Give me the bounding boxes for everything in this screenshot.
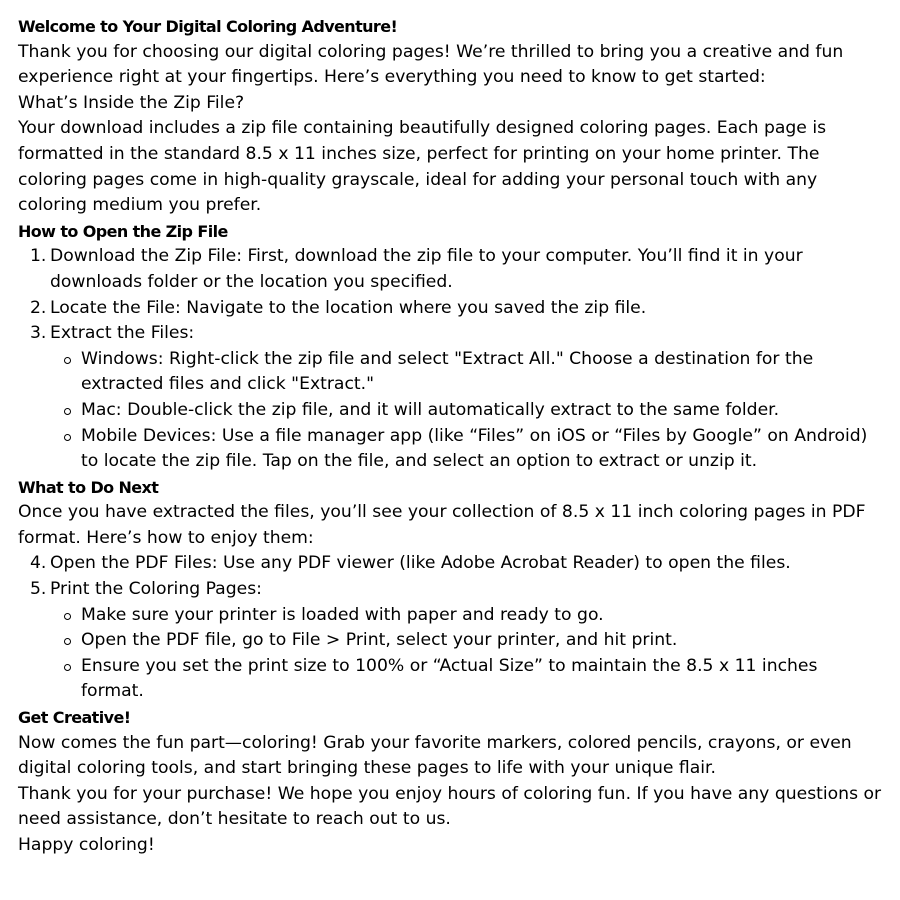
list-item bbox=[30, 551, 884, 577]
list-item bbox=[30, 244, 884, 295]
list-item bbox=[81, 603, 884, 629]
instructions-document bbox=[18, 14, 884, 859]
hollow-circle-bullet-icon bbox=[64, 664, 71, 671]
hollow-circle-bullet-icon bbox=[64, 613, 71, 620]
step-number: 5. bbox=[30, 579, 47, 600]
signoff: Happy coloring! bbox=[18, 835, 155, 855]
list-item bbox=[81, 654, 884, 705]
whats-inside-paragraph: Your download includes a zip file containing beautifully designed coloring pages. Each page is formatted in the standard 8.5 x 11 inches size, perfect for printing on your home printer. The coloring pages come in high-quality grayscale, ideal for adding your personal touch with any coloring medium you prefer. bbox=[18, 118, 827, 216]
option-text: Ensure you set the print size to 100% or “Actual Size” to maintain the 8.5 x 11 inches format. bbox=[81, 655, 818, 702]
step-text: Download the Zip File: First, download the zip file to your computer. You’ll find it in your downloads folder or the location you specified. bbox=[50, 246, 803, 292]
extract-options-list bbox=[50, 347, 884, 475]
step-number: 1. bbox=[30, 246, 47, 267]
list-item bbox=[81, 347, 884, 398]
list-item bbox=[81, 398, 884, 424]
list-item bbox=[81, 628, 884, 654]
option-text: Windows: Right-click the zip file and select "Extract All." Choose a destination for the extracted files and click "Extract." bbox=[81, 348, 814, 395]
step-text: Locate the File: Navigate to the location where you saved the zip file. bbox=[50, 297, 647, 318]
step-number: 4. bbox=[30, 553, 47, 574]
open-zip-heading: How to Open the Zip File bbox=[18, 221, 228, 241]
step-number: 2. bbox=[30, 297, 47, 318]
hollow-circle-bullet-icon bbox=[64, 408, 71, 415]
list-item bbox=[30, 577, 884, 705]
list-item bbox=[30, 296, 884, 322]
intro-paragraph: Thank you for choosing our digital coloring pages! We’re thrilled to bring you a creative and fun experience right at your fingertips. Here’s everything you need to know to get started: bbox=[18, 41, 844, 88]
get-creative-paragraph: Now comes the fun part—coloring! Grab your favorite markers, colored pencils, crayons, or even digital coloring tools, and start bringing these pages to life with your unique flair. bbox=[18, 732, 852, 779]
hollow-circle-bullet-icon bbox=[64, 357, 71, 364]
whats-inside-label: What’s Inside the Zip File? bbox=[18, 92, 245, 113]
step-text: Print the Coloring Pages: bbox=[50, 579, 262, 600]
next-steps-heading: What to Do Next bbox=[18, 477, 159, 497]
open-zip-steps bbox=[18, 244, 884, 474]
step-number: 3. bbox=[30, 323, 47, 344]
get-creative-heading: Get Creative! bbox=[18, 708, 131, 728]
list-item bbox=[30, 321, 884, 475]
option-text: Make sure your printer is loaded with paper and ready to go. bbox=[81, 604, 604, 625]
document-title: Welcome to Your Digital Coloring Adventure! bbox=[18, 17, 398, 36]
step-text: Open the PDF Files: Use any PDF viewer (like Adobe Acrobat Reader) to open the files. bbox=[50, 553, 791, 574]
hollow-circle-bullet-icon bbox=[64, 638, 71, 645]
list-item bbox=[81, 424, 884, 475]
next-steps-list bbox=[18, 551, 884, 705]
print-options-list bbox=[50, 603, 884, 705]
hollow-circle-bullet-icon bbox=[64, 434, 71, 441]
step-text: Extract the Files: bbox=[50, 323, 195, 344]
thank-you-paragraph: Thank you for your purchase! We hope you enjoy hours of coloring fun. If you have any questions or need assistance, don’t hesitate to reach out to us. bbox=[18, 783, 882, 830]
option-text: Open the PDF file, go to File > Print, select your printer, and hit print. bbox=[81, 630, 678, 651]
option-text: Mac: Double-click the zip file, and it will automatically extract to the same folder. bbox=[81, 399, 780, 420]
next-steps-paragraph: Once you have extracted the files, you’ll see your collection of 8.5 x 11 inch coloring pages in PDF format. Here’s how to enjoy them: bbox=[18, 502, 866, 548]
option-text: Mobile Devices: Use a file manager app (like “Files” on iOS or “Files by Google” on Android) to locate the zip file. Tap on the file, and select an option to extract or unzip it. bbox=[81, 425, 868, 472]
